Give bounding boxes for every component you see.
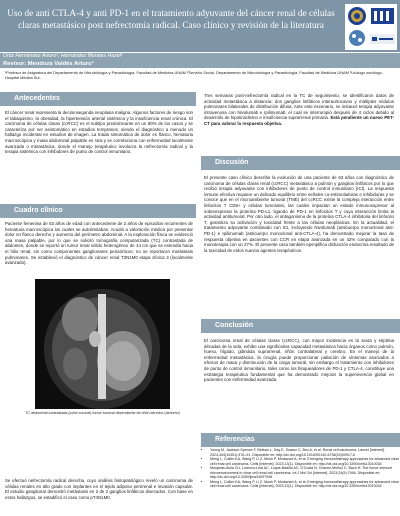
section-title: Discusión [215, 159, 249, 166]
section-header-antecedentes [0, 92, 196, 106]
reference-list [204, 448, 400, 489]
section-header-discusion [201, 156, 400, 170]
logo-panel [345, 4, 397, 50]
reviewer: Revisor: Mendoza Valdés Arturo³ [3, 61, 94, 67]
figure-caption: TC abdominal contrastada (corte coronal) tumor tumoral dependiente de riñón derecho (derecho) [25, 411, 180, 415]
conclusion-text: El carcinoma renal de células claras (ccRCC), con mayor incidencia en la sexta y séptima décadas de la vida, exhibe una significativa capacidad metastásica hacia órganos como pulmón, hueso, hígado, glándula suprarrenal, riñón contralateral y cerebro. En el manejo de la enfermedad metastásica, la cirugía puede proporcionar paliación de síntomas asociados a efectos de masa y disminución de la carga tumoral, sin embargo el tratamiento con inhibidores de punto de control inmunitario, tales como los bloqueadores de PD-1 y CTLA-4, constituye una estrategia terapéutica fundamental que ha demostrado mejorar la supervivencia global en pacientes con enfermedad avanzada. [204, 338, 394, 383]
section-title: Cuadro clínico [14, 207, 63, 214]
cuadro-text: Paciente femenina de 63 años de edad con antecedente de 2 años de episodios recurrentes de hematuria macroscópica los cuales se autolimitaban. Acudió a valoración médica por presentar dolor en flanco derecho y aumento del perímetro abdominal. A la exploración física se evidenció una masa palpable, por lo que se solicitó tomografía computarizada (TC) contrastada de abdomen, donde se reportó un tumor renal sólido heterogéneo de 14 cm que se extendía hacia el hilio renal, sin como componentes ganglionares periaórticos; no se reportaron metástasis pulmonares. Se estableció el diagnóstico de cáncer renal T3N1M0 etapa clínica 3 (localmente avanzado). [5, 221, 193, 266]
ct-scan-image [35, 279, 170, 409]
medica-sur-logo-icon [370, 32, 395, 46]
cuadro-text-continued: Se efectuó nefrectomía radical derecha, cuyo análisis histopatológico reveló un carcinoma de células renales en alto grado con implantes en el tejido adiposo perirrenal e invasión capsular. El estudio ganglionar demostró metástasis en 2 de 2 ganglios linfáticos disecados. Con base en estos hallazgos, se estadificó el caso como pT4N1M0. [5, 478, 193, 500]
medicina-logo-icon [370, 6, 395, 26]
reference-item: • Meng L, Collier KA, Wang P, Li Z, Monk P, Mortazavi A, et al. Emerging immunotherapy approaches for advanced clear cell renal cell carcinoma. Cells [Internet]. 2023;13(1). Disponible en: http://dx.doi.org/10.3390/cells13010034 [210, 457, 400, 466]
section-title: Conclusión [215, 322, 254, 329]
right-intro [204, 93, 394, 127]
poster-title: Uso de anti CTLA-4 y anti PD-1 en el tratamiento adyuvante del cáncer renal de células claras metastásico post nefrectomía radical. Caso clínico y revisión de la literatura [7, 9, 335, 31]
unam-seal-icon [347, 6, 367, 26]
section-title: Antecedentes [14, 95, 60, 102]
section-header-conclusion [201, 319, 400, 333]
section-header-cuadro [0, 204, 196, 218]
right-intro-text: Tres semanas post-nefrectomía radical en la TC de seguimiento, se identificaron datos de actividad metastásica a distancia: dos ganglios linfáticos interaortocavos y múltiples nódulos pulmonares bilaterales de distribución difusa. Ante este escenario, se instauró terapia adyuvante intravenosa con Nivolumab e Ipilimumab, el cual se interrumpió después de 4 ciclos debido al desarrollo de hipotiroidismo e insuficiencia suprarrenal primaria. [204, 93, 394, 121]
authors: Ortiz Hernández Arturo¹; Hernández Morales Hazel² [3, 53, 123, 59]
authors-bar [0, 53, 400, 68]
microbiologia-logo-icon [347, 28, 367, 48]
section-header-referencias [201, 433, 400, 447]
reference-item: • Young M, Jackson-Spence F, Beltran L, Day E, Suarez C, Bex A, et al. Renal cell carcinoma. Lancet [Internet]. 2024;404(10451):476–91. Disponible en: http://dx.doi.org/10.1016/S0140-6736(24)00917-6 [210, 448, 400, 457]
discusion-text: El presente caso clínico describe la evolución de una paciente de 63 años con diagnóstico de carcinoma de células claras renal (ccRCC) metastásico a pulmón y ganglios linfáticos por lo que recibió terapia adyuvante con inhibidores de punto de control inmunitario (ICI). La respuesta inmune efectiva requiere un delicado equilibrio entre señales co-estimuladoras e inhibidoras y se conoce que en el microambiente tumoral (TME) del ccRCC existe la compleja interacción entre linfocitos T CD8+ y células tumorales, las cuales impactan un estado inmunosupresor al sobreexpresar la proteína PD-L1, ligando de PD-1 en linfocitos T y cuya interacción limita la actividad antitumoral. Por otro lado, el antagonismo de la proteína CTLA-4 inhibitoria del linfocito T, garantiza su activación y toxicidad frente a las células neoplásicas. En la actualidad, el tratamiento adyuvante combinado con ICI, incluyendo Nivolumab (anticuerpo monoclonal anti-PD-1) e Ipilimumab (anticuerpo monoclonal anti-CTLA-4), ha demostrado mejorar la tasa de respuesta objetiva en pacientes con CCR en etapa avanzada en un 42% comparado con la monoterapia con un 27%. El presente caso también ejemplifica disfunción endocrina resultado de la toxicidad de estos nuevos agentes terapéuticos. [204, 175, 394, 253]
antecedentes-text: El cáncer renal representa la decimosegunda neoplasia maligna. Algunos factores de riesgo son el tabaquismo, la obesidad, la hipertensión arterial sistémica y la insuficiencia renal crónica. El carcinoma de células claras (ccRCC) es el subtipo predominante en un 80% de los casos y se caracteriza por ser asintomático en estadios tempranos, siendo el diagnóstico a menudo un hallazgo incidental en estudios de imagen. La triada sintomática de dolor en flanco, hematuria macroscópica y masa abdominal palpable es rara y se correlaciona con enfermedad localmente avanzada o metastásica, donde el manejo terapéutico involucra la nefrectomía radical y la terapia sistémica con inhibidores de punto de control inmunitario. [5, 110, 193, 155]
poster-header [0, 0, 400, 52]
reference-item: • Monjaras-Ávila CU, Lorenzo-Leal AC, Luque-Badillo AC, D'Costa N, Chavez-Muñoz C, Bach H. The tumor immune microenvironment in clear cell renal cell carcinoma. Int J Mol Sci [Internet]. 2023;24(9):7946. Disponible en: http://dx.doi.org/10.3390/ijms24097946 [210, 466, 400, 480]
section-title: Referencias [215, 436, 255, 443]
right-intro-emphasis: Está pendiente un nuevo PET-CT para valorar la respuesta objetiva. [204, 115, 394, 126]
affiliations: ¹Profesor de Asignatura del Departamento de Microbiología y Parasitología, Facultad de Medicina UNAM ²Servicio Social, Departamento de Microbiología y Parasitología, Facultad de Medicina UNAM ³Urólogo oncólogo, Hospital Médica Sur. [5, 70, 383, 80]
reference-item: • Meng L, Collier KA, Wang P, Li Z, Monk P, Mortazavi A, et al. Emerging immunotherapy approaches for advanced clear cell renal cell carcinoma. Cells [Internet]. 2023;13(1). Disponible en: http://dx.doi.org/10.3390/cells13010034 [210, 480, 400, 489]
